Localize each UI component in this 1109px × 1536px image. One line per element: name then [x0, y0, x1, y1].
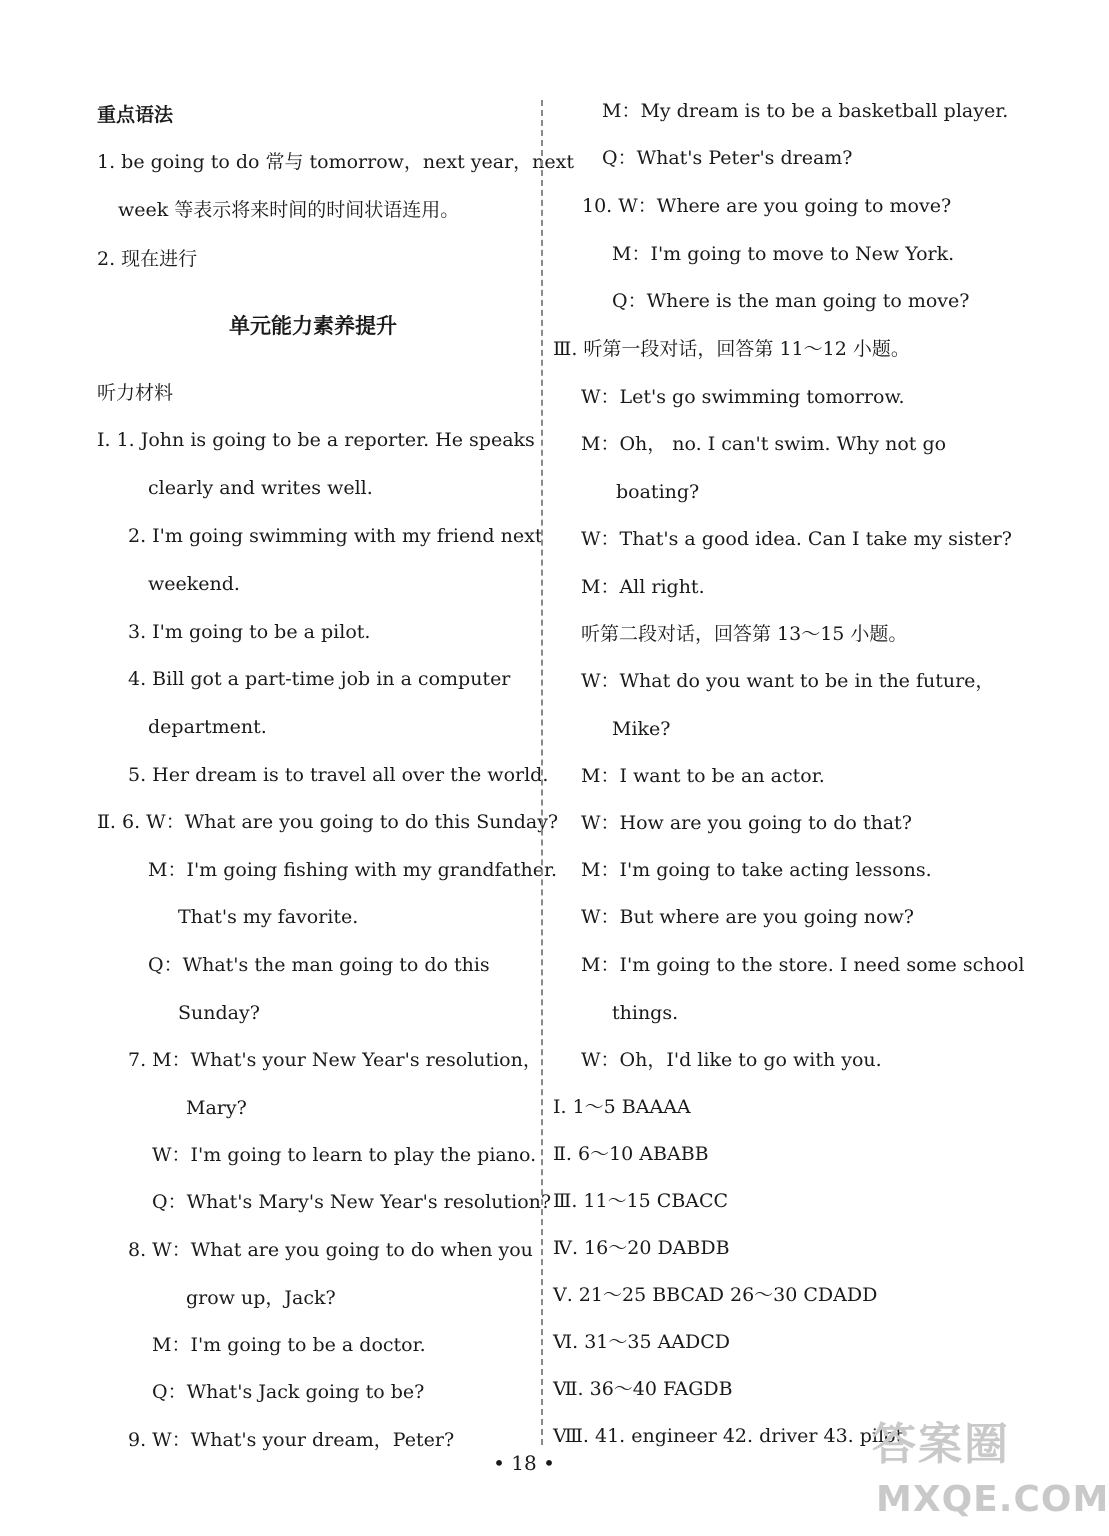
page-number: • 18 •: [493, 1451, 555, 1475]
listening-line: 5. Her dream is to travel all over the world.: [128, 764, 549, 786]
listening-line: W：Let's go swimming tomorrow.: [581, 386, 905, 408]
listening-line: W：I'm going to learn to play the piano.: [152, 1144, 537, 1166]
listening-line: M：I'm going to take acting lessons.: [581, 859, 932, 881]
listening-line: W：But where are you going now?: [581, 906, 914, 928]
listening-heading: 听力材料: [97, 382, 174, 404]
answer-line: Ⅵ. 31～35 AADCD: [553, 1331, 731, 1353]
listening-line: That's my favorite.: [178, 906, 359, 928]
listening-line: M：I'm going to be a doctor.: [152, 1334, 426, 1356]
listening-line: M：I'm going to move to New York.: [612, 243, 955, 265]
listening-line: Ⅰ. 1. John is going to be a reporter. He speaks: [97, 429, 535, 451]
listening-line: weekend.: [148, 573, 240, 595]
listening-line: 10. W：Where are you going to move?: [582, 195, 952, 217]
listening-line: Sunday?: [178, 1002, 260, 1024]
watermark-text: 答案圈: [872, 1419, 1010, 1470]
listening-line: 9. W：What's your dream，Peter?: [128, 1429, 455, 1451]
listening-line: Ⅲ. 听第一段对话，回答第 11～12 小题。: [553, 338, 910, 360]
listening-line: Mike?: [612, 718, 671, 740]
answer-line: Ⅶ. 36～40 FAGDB: [553, 1378, 733, 1400]
listening-line: clearly and writes well.: [148, 477, 373, 499]
answer-line: Ⅲ. 11～15 CBACC: [553, 1190, 729, 1212]
grammar-line: 2. 现在进行: [97, 248, 198, 270]
column-divider: [541, 100, 543, 1445]
listening-line: W：Oh，I'd like to go with you.: [581, 1049, 882, 1071]
listening-line: 4. Bill got a part-time job in a computer: [128, 668, 511, 690]
answer-line: Ⅱ. 6～10 ABABB: [553, 1143, 709, 1165]
listening-line: M：I'm going fishing with my grandfather.: [148, 859, 558, 881]
listening-line: M：All right.: [581, 576, 705, 598]
listening-line: things.: [612, 1002, 679, 1024]
watermark-logo: [866, 1412, 1109, 1532]
listening-line: M：I'm going to the store. I need some school: [581, 954, 1025, 976]
answer-line: Ⅷ. 41. engineer 42. driver 43. pilot: [553, 1425, 904, 1447]
listening-line: 2. I'm going swimming with my friend next: [128, 525, 543, 547]
grammar-line: week 等表示将来时间的时间状语连用。: [118, 199, 460, 221]
listening-line: Q：Where is the man going to move?: [612, 290, 970, 312]
listening-line: M：My dream is to be a basketball player.: [602, 100, 1009, 122]
listening-line: 听第二段对话，回答第 13～15 小题。: [581, 623, 908, 645]
listening-line: 8. W：What are you going to do when you: [128, 1239, 533, 1261]
listening-line: grow up，Jack?: [186, 1287, 336, 1309]
listening-line: Q：What's Peter's dream?: [602, 147, 853, 169]
listening-line: department.: [148, 716, 267, 738]
listening-line: Q：What's Jack going to be?: [152, 1381, 425, 1403]
listening-line: M：I want to be an actor.: [581, 765, 825, 787]
listening-line: Q：What's Mary's New Year's resolution?: [152, 1191, 552, 1213]
listening-line: M：Oh， no. I can't swim. Why not go: [581, 433, 947, 455]
watermark-url: MXQE.COM: [876, 1479, 1109, 1520]
listening-line: boating?: [616, 481, 700, 503]
grammar-line: 1. be going to do 常与 tomorrow，next year，next: [97, 151, 575, 173]
section-title: 单元能力素养提升: [229, 313, 397, 338]
answer-line: Ⅳ. 16～20 DABDB: [553, 1237, 730, 1259]
listening-line: Q：What's the man going to do this: [148, 954, 490, 976]
listening-line: Ⅱ. 6. W：What are you going to do this Sunday?: [97, 811, 559, 833]
answer-line: Ⅰ. 1～5 BAAAA: [553, 1096, 691, 1118]
listening-line: Mary?: [186, 1097, 247, 1119]
grammar-heading: 重点语法: [97, 104, 174, 126]
listening-line: 3. I'm going to be a pilot.: [128, 621, 371, 643]
listening-line: 7. M：What's your New Year's resolution，: [128, 1049, 542, 1071]
listening-line: W：What do you want to be in the future，: [581, 670, 995, 692]
answer-line: Ⅴ. 21～25 BBCAD 26～30 CDADD: [553, 1284, 878, 1306]
listening-line: W：That's a good idea. Can I take my sister?: [581, 528, 1012, 550]
listening-line: W：How are you going to do that?: [581, 812, 912, 834]
